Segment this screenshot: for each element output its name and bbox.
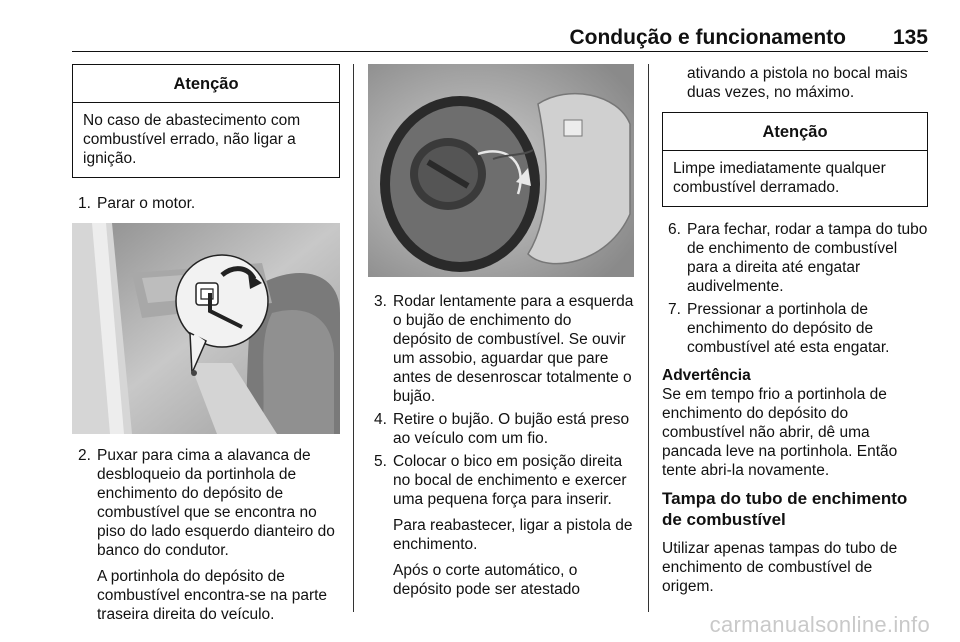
step-7 [662, 300, 928, 357]
column-left [72, 64, 340, 624]
step-5-continuation: ativando a pistola no bocal mais duas vezes, no máximo. [687, 65, 908, 101]
step-number: 7. [668, 301, 681, 318]
step-text: Para fechar, rodar a tampa do tubo de enchimento de combustível para a direita até engatar audivelmente. [687, 221, 928, 295]
step-number: 4. [374, 411, 387, 428]
attention-text: No caso de abastecimento com combustível errado, não ligar a ignição. [83, 112, 301, 167]
step-text: Pressionar a portinhola de enchimento do depósito de combustível até esta engatar. [687, 301, 890, 356]
release-lever-illustration [72, 223, 340, 434]
attention-box [72, 64, 340, 178]
column-middle [368, 64, 634, 599]
watermark: carmanualsonline.info [709, 612, 930, 637]
step-5-note-2: Após o corte automático, o depósito pode ser atestado [393, 562, 580, 598]
step-3 [368, 292, 634, 406]
step-4 [368, 410, 634, 448]
step-number: 3. [374, 293, 387, 310]
step-1 [72, 194, 340, 213]
step-text: Puxar para cima a alavanca de desbloqueio da portinhola de enchimento do depósito de combustível que se encontra no piso do lado esquerdo dianteiro do banco do condutor. [97, 447, 335, 559]
attention-text: Limpe imediatamente qualquer combustível derramado. [673, 160, 886, 196]
attention-title: Atenção [73, 65, 339, 103]
step-text: Rodar lentamente para a esquerda o bujão de enchimento do depósito de combustível. Se ouvir um assobio, aguardar que pare antes de desenroscar totalmente o bujão. [393, 293, 634, 405]
release-lever-image [72, 223, 340, 434]
step-number: 1. [78, 195, 91, 212]
step-number: 5. [374, 453, 387, 470]
header-rule [72, 51, 928, 52]
column-divider [648, 64, 649, 612]
warning-text: Se em tempo frio a portinhola de enchimento do depósito do combustível não abrir, dê uma pancada leve na portinhola. Então tente abri-la novamente. [662, 386, 898, 479]
page-header [72, 0, 928, 52]
step-2 [72, 446, 340, 560]
step-2-note: A portinhola do depósito de combustível encontra-se na parte traseira direita do veículo. [97, 568, 328, 623]
attention-box [662, 112, 928, 207]
attention-title: Atenção [663, 113, 927, 151]
step-5-note-1: Para reabastecer, ligar a pistola de enchimento. [393, 517, 633, 553]
step-text: Parar o motor. [97, 195, 196, 212]
step-6 [662, 220, 928, 296]
section-heading: Tampa do tubo de enchimento de combustível [662, 489, 908, 529]
warning-block [662, 366, 928, 480]
step-number: 6. [668, 221, 681, 238]
column-right [662, 64, 928, 596]
step-text: Retire o bujão. O bujão está preso ao veículo com um fio. [393, 411, 630, 447]
fuel-cap-illustration [368, 64, 634, 277]
page-number: 135 [892, 26, 928, 49]
fuel-cap-image [368, 64, 634, 277]
step-5 [368, 452, 634, 509]
section-running-title: Condução e funcionamento [569, 26, 846, 49]
column-divider [353, 64, 354, 612]
step-text: Colocar o bico em posição direita no bocal de enchimento e exercer uma pequena força para inserir. [393, 453, 627, 508]
step-number: 2. [78, 447, 91, 464]
warning-title: Advertência [662, 367, 751, 384]
section-body: Utilizar apenas tampas do tubo de enchimento de combustível de origem. [662, 540, 898, 595]
